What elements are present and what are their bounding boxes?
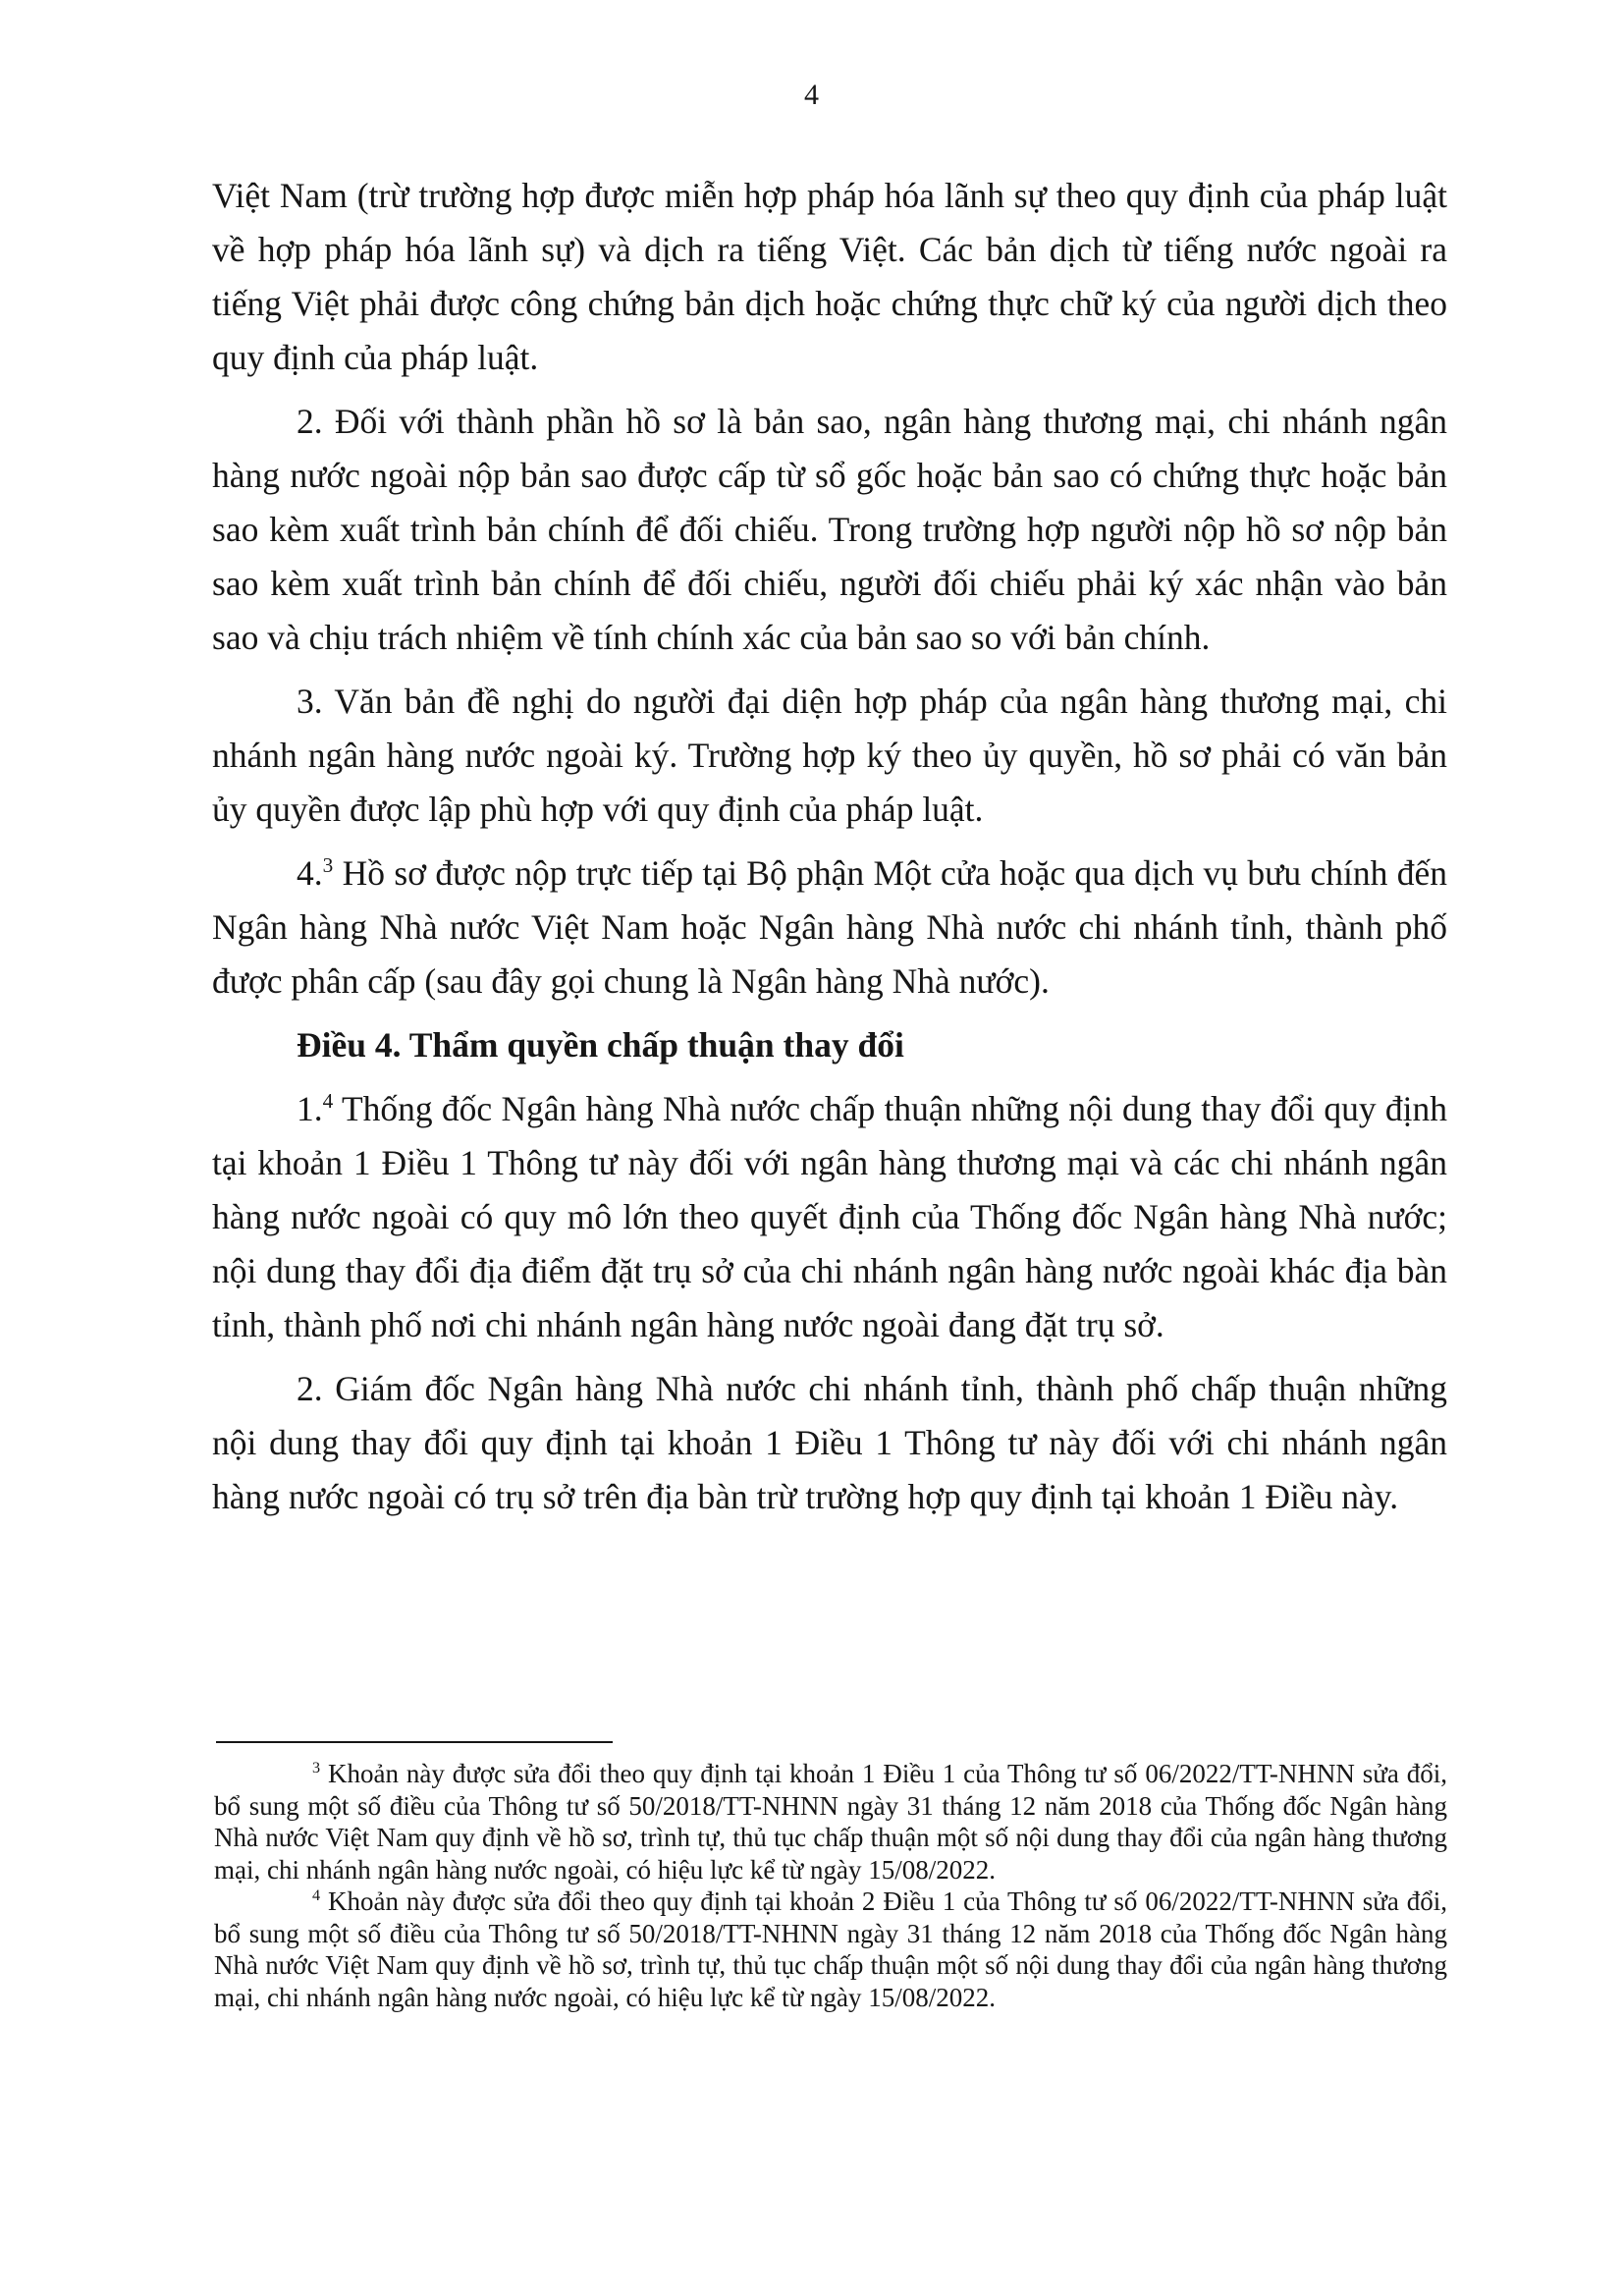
footnote-text: Khoản này được sửa đổi theo quy định tại khoản 1 Điều 1 của Thông tư số 06/2022/TT-NHNN sửa đổi, bổ sung một số điều của Thông tư số 50/2018/TT-NHNN ngày 31 tháng 12 năm 2018 của Thống đốc Ngân hàng Nhà nước Việt Nam quy định về hồ sơ, trình tự, thủ tục chấp thuận một số nội dung thay đổi của ngân hàng thương mại, chi nhánh ngân hàng nước ngoài, có hiệu lực kể từ ngày 15/08/2022. [214, 1759, 1447, 1885]
paragraph-clause-3: 3. Văn bản đề nghị do người đại diện hợp pháp của ngân hàng thương mại, chi nhánh ngân hàng nước ngoài ký. Trường hợp ký theo ủy quyền, hồ sơ phải có văn bản ủy quyền được lập phù hợp với quy định của pháp luật. [212, 682, 1447, 829]
clause-number: 4. [297, 853, 323, 893]
footnote-reference-4: 4 [322, 1089, 334, 1114]
footnote-text: Khoản này được sửa đổi theo quy định tại khoản 2 Điều 1 của Thông tư số 06/2022/TT-NHNN sửa đổi, bổ sung một số điều của Thông tư số 50/2018/TT-NHNN ngày 31 tháng 12 năm 2018 của Thống đốc Ngân hàng Nhà nước Việt Nam quy định về hồ sơ, trình tự, thủ tục chấp thuận một số nội dung thay đổi của ngân hàng thương mại, chi nhánh ngân hàng nước ngoài, có hiệu lực kể từ ngày 15/08/2022. [214, 1886, 1447, 2012]
paragraph-clause-4 [212, 847, 1447, 1009]
paragraph-clause-2: 2. Đối với thành phần hồ sơ là bản sao, ngân hàng thương mại, chi nhánh ngân hàng nước ngoài nộp bản sao được cấp từ sổ gốc hoặc bản sao có chứng thực hoặc bản sao kèm xuất trình bản chính để đối chiếu. Trong trường hợp người nộp hồ sơ nộp bản sao kèm xuất trình bản chính để đối chiếu, người đối chiếu phải ký xác nhận vào bản sao và chịu trách nhiệm về tính chính xác của bản sao so với bản chính. [212, 402, 1447, 657]
article-heading: Điều 4. Thẩm quyền chấp thuận thay đổi [297, 1025, 904, 1065]
paragraph-article4-clause-2: 2. Giám đốc Ngân hàng Nhà nước chi nhánh tỉnh, thành phố chấp thuận những nội dung thay đổi quy định tại khoản 1 Điều 1 Thông tư này đối với chi nhánh ngân hàng nước ngoài có trụ sở trên địa bàn trừ trường hợp quy định tại khoản 1 Điều này. [212, 1369, 1447, 1516]
clause-text: Hồ sơ được nộp trực tiếp tại Bộ phận Một cửa hoặc qua dịch vụ bưu chính đến Ngân hàng Nhà nước Việt Nam hoặc Ngân hàng Nhà nước chi nhánh tỉnh, thành phố được phân cấp (sau đây gọi chung là Ngân hàng Nhà nước). [212, 853, 1447, 1001]
footnote-separator [216, 1741, 613, 1743]
footnote-marker: 4 [312, 1886, 321, 1904]
clause-text: Thống đốc Ngân hàng Nhà nước chấp thuận những nội dung thay đổi quy định tại khoản 1 Điều 1 Thông tư này đối với ngân hàng thương mại và các chi nhánh ngân hàng nước ngoài có quy mô lớn theo quyết định của Thống đốc Ngân hàng Nhà nước; nội dung thay đổi địa điểm đặt trụ sở của chi nhánh ngân hàng nước ngoài khác địa bàn tỉnh, thành phố nơi chi nhánh ngân hàng nước ngoài đang đặt trụ sở. [212, 1089, 1447, 1344]
footnote-marker: 3 [312, 1759, 321, 1777]
footnote-4 [214, 1886, 1447, 2013]
footnotes [214, 1758, 1447, 2013]
paragraph-article4-clause-1 [212, 1082, 1447, 1352]
document-body [212, 169, 1447, 1534]
page-number: 4 [804, 79, 819, 111]
clause-number: 1. [297, 1089, 323, 1128]
footnote-reference-3: 3 [322, 853, 334, 878]
footnote-3 [214, 1758, 1447, 1886]
paragraph-continuation: Việt Nam (trừ trường hợp được miễn hợp pháp hóa lãnh sự theo quy định của pháp luật về hợp pháp hóa lãnh sự) và dịch ra tiếng Việt. Các bản dịch từ tiếng nước ngoài ra tiếng Việt phải được công chứng bản dịch hoặc chứng thực chữ ký của người dịch theo quy định của pháp luật. [212, 176, 1447, 377]
